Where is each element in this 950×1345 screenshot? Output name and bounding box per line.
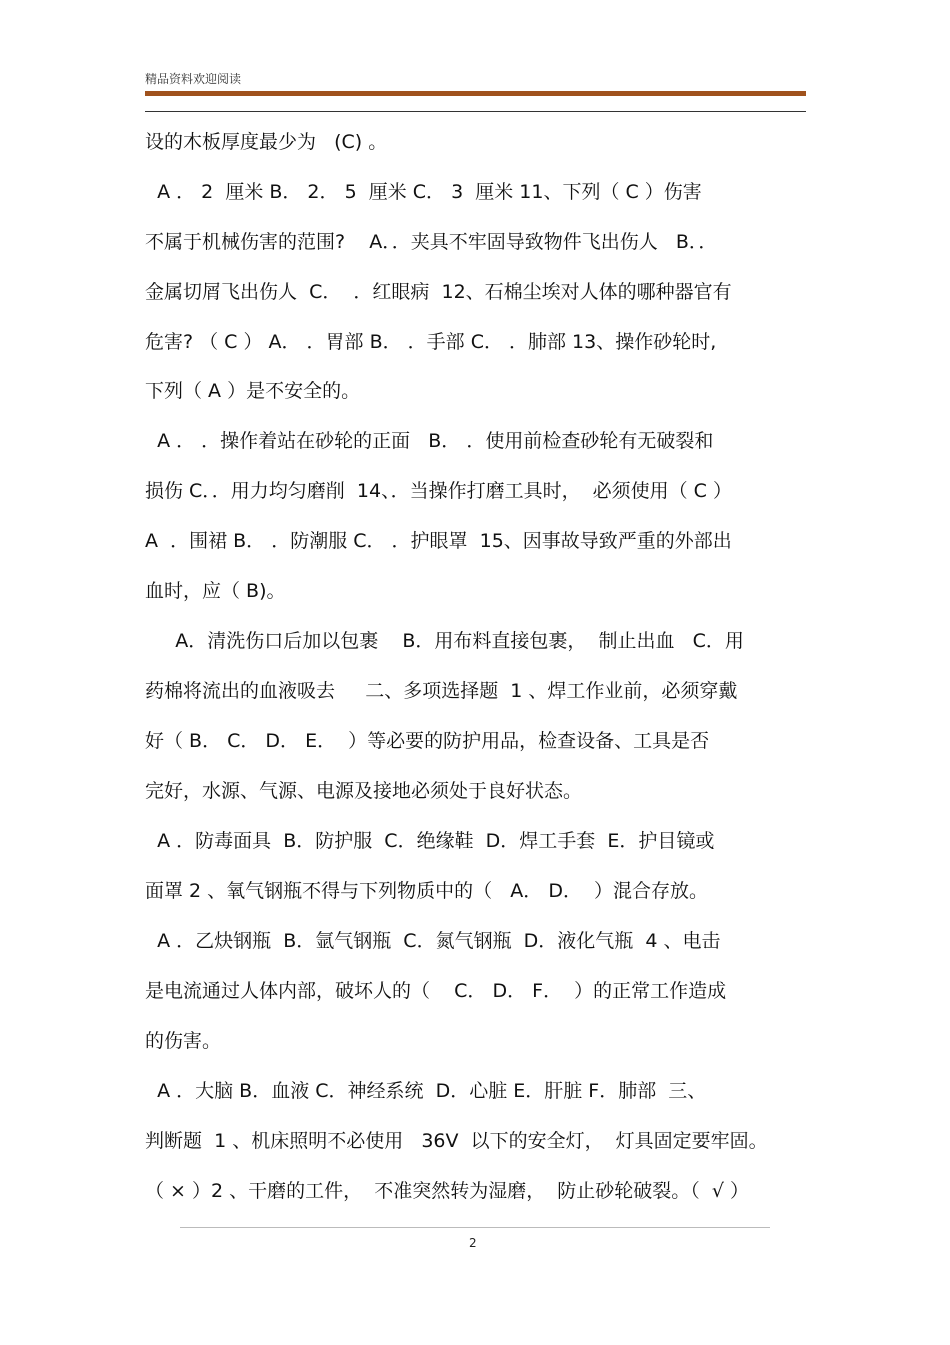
text-line: 完好，水源、气源、电源及接地必须处于良好状态。	[145, 780, 583, 802]
text-line: A ．大脑 B．血液 C．神经系统 D．心脏 E．肝脏 F．肺部 三、	[145, 1080, 707, 1102]
text-line: A ． 2 厘米 B． 2． 5 厘米 C． 3 厘米 11、下列（ C ）伤害	[145, 181, 702, 203]
text-line: 危害? （ C ） A． ．胃部 B． ．手部 C． ．肺部 13、操作砂轮时,	[145, 331, 717, 353]
text-line: A ．乙炔钢瓶 B．氩气钢瓶 C．氮气钢瓶 D．液化气瓶 4 、电击	[145, 930, 721, 952]
text-line: 血时，应（ B)。	[145, 580, 286, 602]
text-line: 好（ B． C． D． E． ）等必要的防护用品，检查设备、工具是否	[145, 730, 710, 752]
text-line: 设的木板厚度最少为 (C) 。	[145, 131, 388, 153]
text-line: 金属切屑飞出伤人 C． ．红眼病 12、石棉尘埃对人体的哪种器官有	[145, 281, 732, 303]
header-rule-thin	[145, 111, 806, 112]
text-line: 的伤害。	[145, 1030, 222, 1052]
header-rule-thick	[145, 91, 806, 96]
text-line: 药棉将流出的血液吸去 二、多项选择题 1 、焊工作业前，必须穿戴	[145, 680, 738, 702]
text-line: 面罩 2 、氧气钢瓶不得与下列物质中的（ A． D． ）混合存放。	[145, 880, 709, 902]
text-line: A ．防毒面具 B．防护服 C．绝缘鞋 D．焊工手套 E．护目镜或	[145, 830, 715, 852]
text-line: A ．围裙 B． ．防潮服 C． ．护眼罩 15、因事故导致严重的外部出	[145, 530, 732, 552]
footer-rule	[180, 1227, 770, 1228]
page-header-text: 精品资料欢迎阅读	[145, 72, 242, 86]
text-line: 下列（ A ）是不安全的。	[145, 380, 361, 402]
text-line: 是电流通过人体内部，破坏人的（ C． D． F． ）的正常工作造成	[145, 980, 727, 1002]
text-line: 判断题 1 、机床照明不必使用 36V 以下的安全灯， 灯具固定要牢固。	[145, 1130, 768, 1152]
text-line: A ． ．操作着站在砂轮的正面 B． ．使用前检查砂轮有无破裂和	[145, 430, 714, 452]
text-line: A．清洗伤口后加以包裹 B．用布料直接包裹， 制止出血 C．用	[145, 630, 744, 652]
page-number: 2	[469, 1236, 477, 1250]
text-line: （ × ）2 、干磨的工件， 不准突然转为湿磨， 防止砂轮破裂。（ √ ）	[145, 1180, 750, 1202]
text-line: 不属于机械伤害的范围? A．．夹具不牢固导致物件飞出伤人 B．．	[145, 231, 718, 253]
text-line: 损伤 C．．用力均匀磨削 14、．当操作打磨工具时， 必须使用（ C ）	[145, 480, 732, 502]
